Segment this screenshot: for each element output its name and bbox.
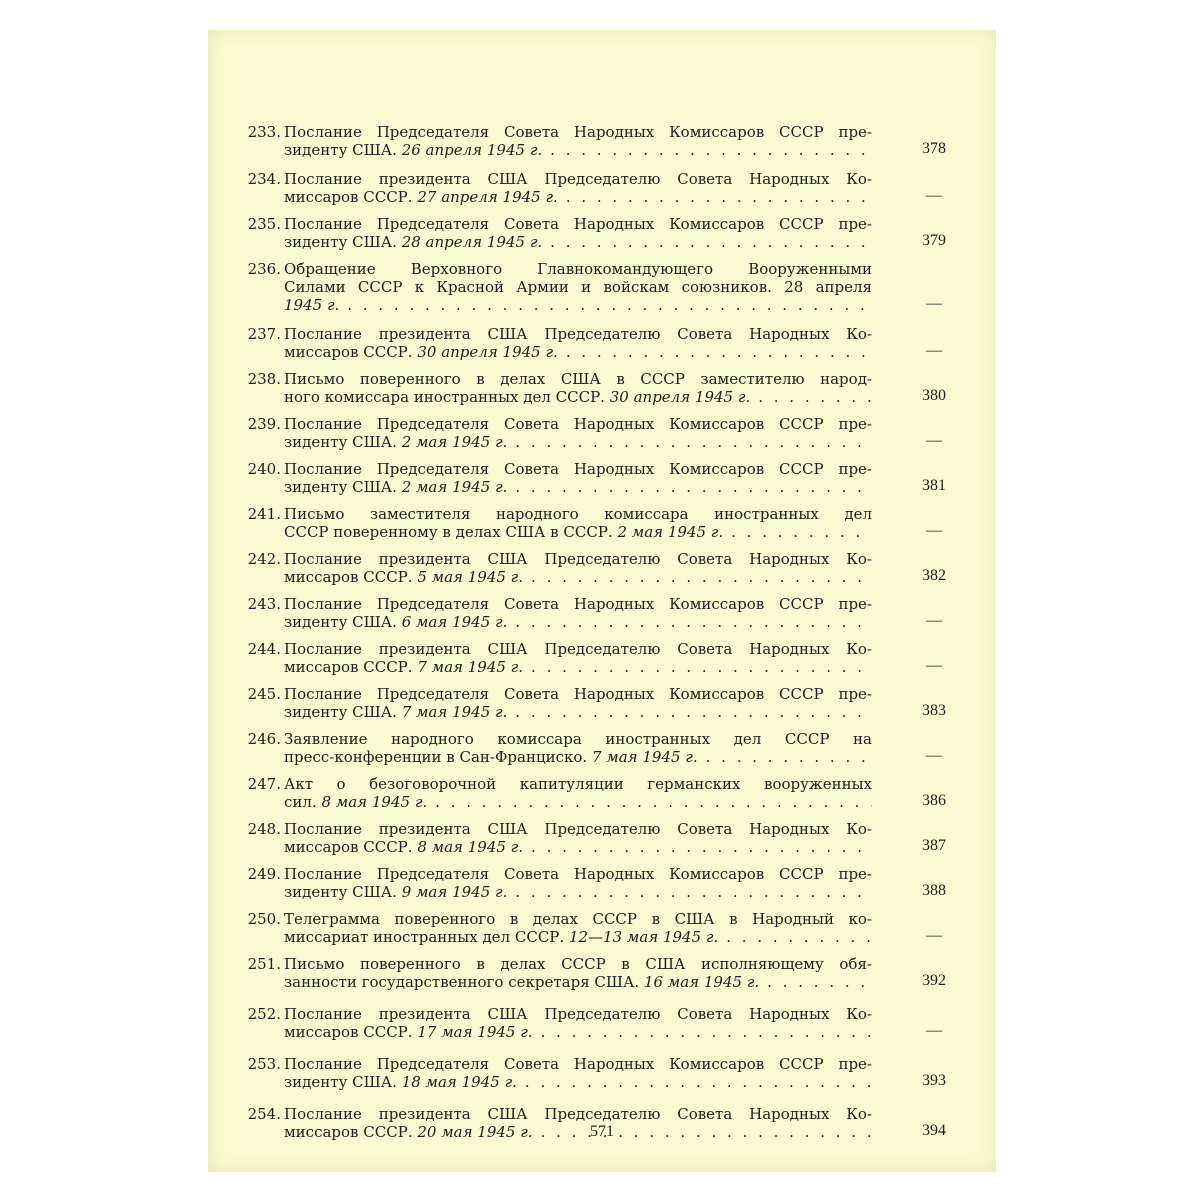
toc-entry xyxy=(208,910,996,946)
toc-entry xyxy=(208,370,996,406)
leader-dots xyxy=(566,343,872,361)
leader-dots xyxy=(726,928,872,946)
leader-dots xyxy=(767,973,872,991)
entry-title xyxy=(284,215,872,251)
entry-title xyxy=(284,550,872,586)
entry-last-line: миссаров СССР. xyxy=(284,658,413,676)
entry-last-line: ного комиссара иностранных дел СССР. xyxy=(284,388,605,406)
entry-line: Послание президента США Председателю Совета Народных Ко- xyxy=(284,170,872,188)
entry-title xyxy=(284,370,872,406)
entry-line: Письмо поверенного в делах СССР в США исполняющему обя- xyxy=(284,955,872,973)
entry-number: 234. xyxy=(247,170,281,188)
entry-number: 247. xyxy=(247,775,281,793)
toc-entry xyxy=(208,325,996,361)
entry-page-ref: 386 xyxy=(922,792,946,809)
toc-entry xyxy=(208,170,996,206)
entry-number: 237. xyxy=(247,325,281,343)
entry-page-ref: 381 xyxy=(922,477,946,494)
entry-page-ref: 387 xyxy=(922,837,946,854)
entry-title xyxy=(284,260,872,314)
entry-line: Послание Председателя Совета Народных Комиссаров СССР пре- xyxy=(284,595,872,613)
entry-page-ref: — xyxy=(926,295,942,312)
entry-title xyxy=(284,1055,872,1091)
entry-page-ref: 393 xyxy=(922,1072,946,1089)
toc-entry xyxy=(208,505,996,541)
entry-title xyxy=(284,865,872,901)
toc-entry xyxy=(208,595,996,631)
toc-entry xyxy=(208,640,996,676)
entry-date: 1945 г. xyxy=(284,296,340,314)
entry-last-line: зиденту США. xyxy=(284,883,397,901)
toc-entry xyxy=(208,865,996,901)
entry-last-line: сил. xyxy=(284,793,317,811)
entry-line: Послание Председателя Совета Народных Комиссаров СССР пре- xyxy=(284,415,872,433)
entry-last-line: миссаров СССР. xyxy=(284,568,413,586)
entry-title xyxy=(284,955,872,991)
entry-date: 16 мая 1945 г. xyxy=(643,973,760,991)
entry-page-ref: — xyxy=(926,342,942,359)
book-page xyxy=(208,30,996,1172)
entry-last-line: СССР поверенному в делах США в СССР. xyxy=(284,523,613,541)
page-number: 571 xyxy=(590,1123,614,1140)
entry-line: Письмо заместителя народного комиссара иностранных дел xyxy=(284,505,872,523)
entry-last-line: зиденту США. xyxy=(284,433,397,451)
entry-last-line: миссариат иностранных дел СССР. xyxy=(284,928,565,946)
entry-line: Послание Председателя Совета Народных Комиссаров СССР пре- xyxy=(284,865,872,883)
entry-title xyxy=(284,123,872,159)
entry-page-ref: 380 xyxy=(922,387,946,404)
entry-line: Акт о безоговорочной капитуляции германских вооруженных xyxy=(284,775,872,793)
entry-title xyxy=(284,820,872,856)
entry-page-ref: 394 xyxy=(922,1122,946,1139)
entry-number: 250. xyxy=(247,910,281,928)
entry-date: 9 мая 1945 г. xyxy=(401,883,508,901)
entry-date: 28 апреля 1945 г. xyxy=(401,233,543,251)
leader-dots xyxy=(531,838,872,856)
entry-date: 2 мая 1945 г. xyxy=(401,478,508,496)
entry-last-line: миссаров СССР. xyxy=(284,343,413,361)
leader-dots xyxy=(566,188,872,206)
entry-date: 30 апреля 1945 г. xyxy=(417,343,558,361)
entry-line: Послание президента США Председателю Совета Народных Ко- xyxy=(284,1005,872,1023)
entry-page-ref: 379 xyxy=(922,232,946,249)
entry-date: 7 мая 1945 г. xyxy=(401,703,508,721)
leader-dots xyxy=(515,433,872,451)
leader-dots xyxy=(550,141,872,159)
leader-dots xyxy=(515,478,872,496)
leader-dots xyxy=(531,568,872,586)
entry-title xyxy=(284,415,872,451)
leader-dots xyxy=(706,748,872,766)
entry-number: 253. xyxy=(247,1055,281,1073)
entry-last-line: миссаров СССР. xyxy=(284,1123,413,1141)
entry-line: Заявление народного комиссара иностранных дел СССР на xyxy=(284,730,872,748)
toc-entry xyxy=(208,820,996,856)
entry-number: 246. xyxy=(247,730,281,748)
entry-line: Послание президента США Председателю Совета Народных Ко- xyxy=(284,1105,872,1123)
entry-date: 20 мая 1945 г. xyxy=(417,1123,533,1141)
entry-title xyxy=(284,1005,872,1041)
entry-page-ref: — xyxy=(926,927,942,944)
entry-last-line: пресс-конференции в Сан-Франциско. xyxy=(284,748,588,766)
entry-page-ref: — xyxy=(926,657,942,674)
entry-number: 245. xyxy=(247,685,281,703)
entry-date: 30 апреля 1945 г. xyxy=(609,388,751,406)
entry-last-line: зиденту США. xyxy=(284,613,397,631)
entry-title xyxy=(284,640,872,676)
toc-entry xyxy=(208,460,996,496)
entry-line: Послание президента США Председателю Совета Народных Ко- xyxy=(284,640,872,658)
entry-page-ref: 382 xyxy=(922,567,946,584)
entry-date: 18 мая 1945 г. xyxy=(401,1073,517,1091)
entry-line: Послание Председателя Совета Народных Комиссаров СССР пре- xyxy=(284,1055,872,1073)
toc-entry xyxy=(208,123,996,159)
entry-number: 248. xyxy=(247,820,281,838)
toc-entry xyxy=(208,775,996,811)
entry-title xyxy=(284,595,872,631)
toc-entry xyxy=(208,730,996,766)
toc-entry xyxy=(208,1005,996,1041)
entry-page-ref: 392 xyxy=(922,972,946,989)
entry-date: 17 мая 1945 г. xyxy=(417,1023,533,1041)
entry-last-line: зиденту США. xyxy=(284,141,397,159)
entry-title xyxy=(284,505,872,541)
entry-line: Послание Председателя Совета Народных Комиссаров СССР пре- xyxy=(284,460,872,478)
entry-page-ref: — xyxy=(926,522,942,539)
entry-last-line: зиденту США. xyxy=(284,703,397,721)
toc-entry xyxy=(208,260,996,314)
entry-title xyxy=(284,460,872,496)
entry-title xyxy=(284,170,872,206)
entry-date: 26 апреля 1945 г. xyxy=(401,141,543,159)
entry-page-ref: 388 xyxy=(922,882,946,899)
entry-line: Письмо поверенного в делах США в СССР заместителю народ- xyxy=(284,370,872,388)
entry-number: 251. xyxy=(247,955,281,973)
entry-page-ref: — xyxy=(926,432,942,449)
leader-dots xyxy=(731,523,872,541)
toc-entry xyxy=(208,550,996,586)
entry-last-line: зиденту США. xyxy=(284,478,397,496)
entry-page-ref: — xyxy=(926,612,942,629)
entry-number: 254. xyxy=(247,1105,281,1123)
entry-number: 244. xyxy=(247,640,281,658)
leader-dots xyxy=(435,793,872,811)
entry-last-line: зиденту США. xyxy=(284,1073,397,1091)
entry-last-line: занности государственного секретаря США. xyxy=(284,973,640,991)
entry-line: Послание Председателя Совета Народных Комиссаров СССР пре- xyxy=(284,123,872,141)
leader-dots xyxy=(541,1023,872,1041)
entry-line: Послание Председателя Совета Народных Комиссаров СССР пре- xyxy=(284,685,872,703)
entry-line: Послание Председателя Совета Народных Комиссаров СССР пре- xyxy=(284,215,872,233)
toc-entry xyxy=(208,215,996,251)
leader-dots xyxy=(347,296,872,314)
entry-last-line: миссаров СССР. xyxy=(284,838,413,856)
entry-page-ref: — xyxy=(926,187,942,204)
entry-date: 8 мая 1945 г. xyxy=(417,838,524,856)
entry-date: 2 мая 1945 г. xyxy=(401,433,508,451)
toc-entry xyxy=(208,955,996,991)
entry-number: 236. xyxy=(247,260,281,278)
entry-title xyxy=(284,730,872,766)
entry-date: 12—13 мая 1945 г. xyxy=(568,928,719,946)
entry-last-line: зиденту США. xyxy=(284,233,397,251)
leader-dots xyxy=(531,658,872,676)
entry-date: 5 мая 1945 г. xyxy=(417,568,524,586)
leader-dots xyxy=(525,1073,872,1091)
entry-number: 235. xyxy=(247,215,281,233)
entry-date: 6 мая 1945 г. xyxy=(401,613,508,631)
entry-date: 7 мая 1945 г. xyxy=(591,748,698,766)
entry-page-ref: 383 xyxy=(922,702,946,719)
entry-title xyxy=(284,325,872,361)
entry-date: 8 мая 1945 г. xyxy=(321,793,428,811)
entry-number: 252. xyxy=(247,1005,281,1023)
entry-number: 242. xyxy=(247,550,281,568)
entry-number: 241. xyxy=(247,505,281,523)
entry-number: 240. xyxy=(247,460,281,478)
leader-dots xyxy=(550,233,872,251)
entry-line: Обращение Верховного Главнокомандующего Вооруженными xyxy=(284,260,872,278)
leader-dots xyxy=(515,883,872,901)
entry-date: 27 апреля 1945 г. xyxy=(417,188,558,206)
entry-number: 233. xyxy=(247,123,281,141)
entry-date: 7 мая 1945 г. xyxy=(417,658,524,676)
entry-number: 243. xyxy=(247,595,281,613)
entry-date: 2 мая 1945 г. xyxy=(617,523,724,541)
entry-number: 239. xyxy=(247,415,281,433)
entry-number: 249. xyxy=(247,865,281,883)
entry-line: Телеграмма поверенного в делах СССР в США в Народный ко- xyxy=(284,910,872,928)
entry-line: Послание президента США Председателю Совета Народных Ко- xyxy=(284,325,872,343)
entry-line: Силами СССР к Красной Армии и войскам союзников. 28 апреля xyxy=(284,278,872,296)
toc-entry xyxy=(208,1055,996,1091)
entry-number: 238. xyxy=(247,370,281,388)
entry-title xyxy=(284,775,872,811)
leader-dots xyxy=(515,613,872,631)
toc-entry xyxy=(208,685,996,721)
toc-entry xyxy=(208,415,996,451)
entry-title xyxy=(284,685,872,721)
entry-line: Послание президента США Председателю Совета Народных Ко- xyxy=(284,550,872,568)
entry-line: Послание президента США Председателю Совета Народных Ко- xyxy=(284,820,872,838)
entry-page-ref: 378 xyxy=(922,140,946,157)
entry-last-line: миссаров СССР. xyxy=(284,188,413,206)
entry-page-ref: — xyxy=(926,1022,942,1039)
entry-last-line: миссаров СССР. xyxy=(284,1023,413,1041)
leader-dots xyxy=(758,388,872,406)
entry-title xyxy=(284,910,872,946)
entry-page-ref: — xyxy=(926,747,942,764)
leader-dots xyxy=(515,703,872,721)
